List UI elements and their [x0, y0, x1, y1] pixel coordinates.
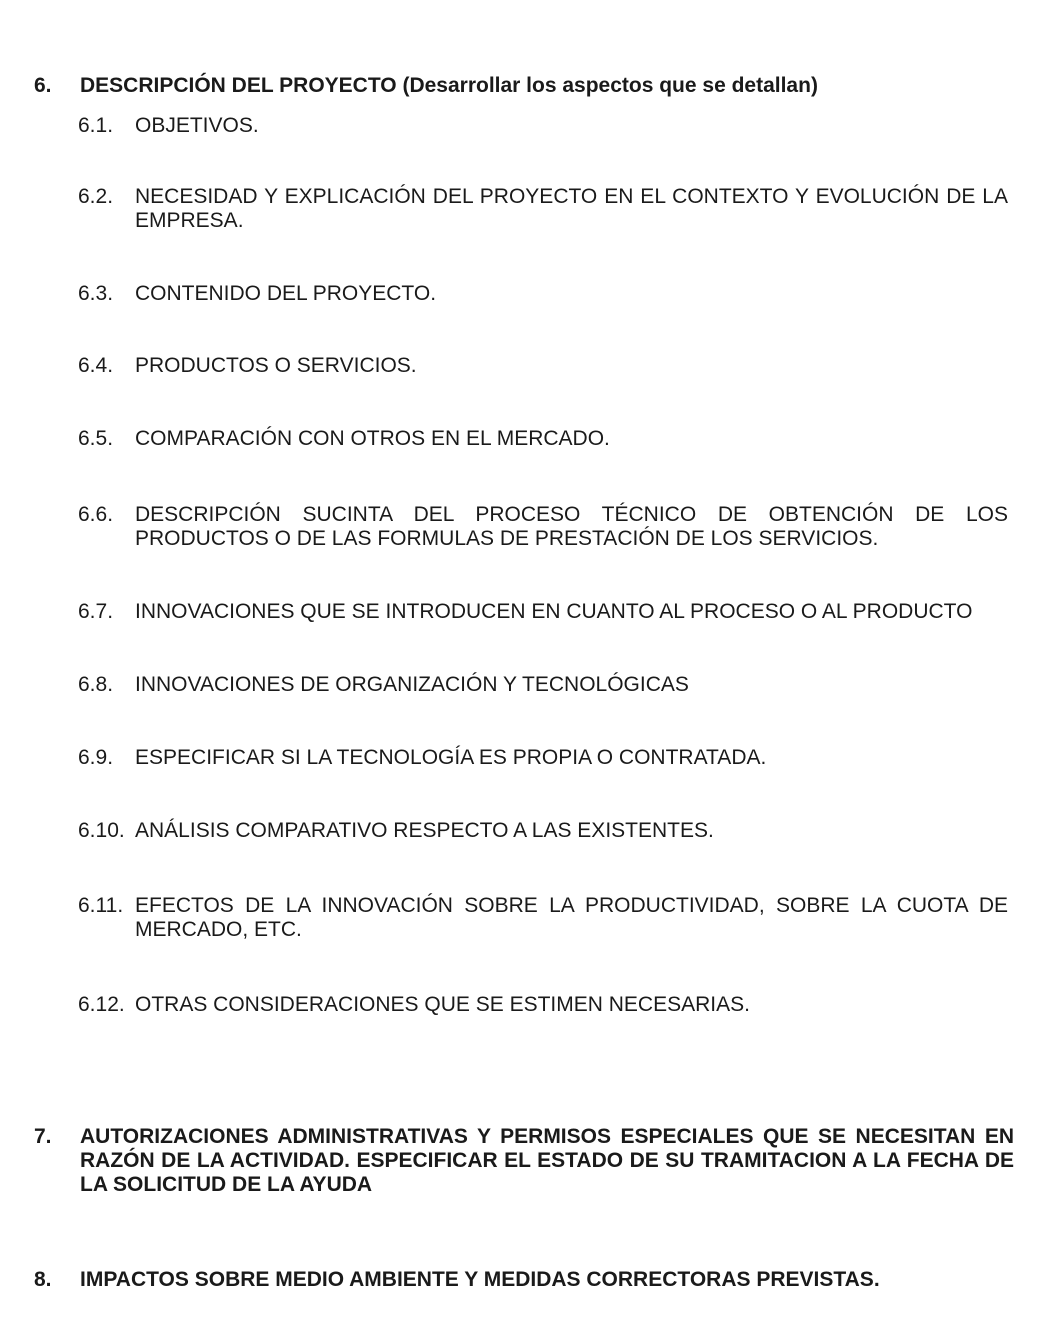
list-item-6-9	[78, 746, 1008, 770]
item-text: EFECTOS DE LA INNOVACIÓN SOBRE LA PRODUCTIVIDAD, SOBRE LA CUOTA DE MERCADO, ETC.	[135, 894, 1008, 941]
item-number: 6.11.	[78, 894, 124, 917]
section-6-title: DESCRIPCIÓN DEL PROYECTO (Desarrollar los aspectos que se detallan)	[80, 74, 818, 97]
section-7-heading	[34, 1125, 1014, 1197]
item-text: CONTENIDO DEL PROYECTO.	[135, 282, 437, 305]
list-item-6-2	[78, 185, 1008, 233]
item-text: OBJETIVOS.	[135, 114, 259, 137]
item-text: NECESIDAD Y EXPLICACIÓN DEL PROYECTO EN EL CONTEXTO Y EVOLUCIÓN DE LA EMPRESA.	[135, 185, 1008, 232]
section-8-number: 8.	[34, 1268, 52, 1291]
item-number: 6.9.	[78, 746, 114, 769]
item-number: 6.8.	[78, 673, 114, 696]
item-text: PRODUCTOS O SERVICIOS.	[135, 354, 417, 377]
item-number: 6.12.	[78, 993, 125, 1016]
item-number: 6.7.	[78, 600, 114, 623]
list-item-6-6	[78, 503, 1008, 551]
item-text: ANÁLISIS COMPARATIVO RESPECTO A LAS EXISTENTES.	[135, 819, 714, 842]
item-number: 6.5.	[78, 427, 114, 450]
section-6-heading	[34, 74, 1014, 98]
item-number: 6.2.	[78, 185, 114, 208]
item-text: DESCRIPCIÓN SUCINTA DEL PROCESO TÉCNICO DE OBTENCIÓN DE LOS PRODUCTOS O DE LAS FORMULAS DE PRESTACIÓN DE LOS SERVICIOS.	[135, 503, 1008, 550]
section-7-title: AUTORIZACIONES ADMINISTRATIVAS Y PERMISOS ESPECIALES QUE SE NECESITAN EN RAZÓN DE LA ACTIVIDAD. ESPECIFICAR EL ESTADO DE SU TRAMITACION A LA FECHA DE LA SOLICITUD DE LA AYUDA	[80, 1125, 1014, 1196]
section-6-number: 6.	[34, 74, 52, 97]
item-text: ESPECIFICAR SI LA TECNOLOGÍA ES PROPIA O CONTRATADA.	[135, 746, 767, 769]
item-number: 6.6.	[78, 503, 114, 526]
item-number: 6.4.	[78, 354, 114, 377]
list-item-6-4	[78, 354, 1008, 378]
list-item-6-7	[78, 600, 1008, 624]
list-item-6-10	[78, 819, 1008, 843]
section-8-heading	[34, 1268, 1014, 1292]
section-7-number: 7.	[34, 1125, 52, 1148]
item-number: 6.10.	[78, 819, 125, 842]
list-item-6-1	[78, 114, 1008, 138]
item-number: 6.3.	[78, 282, 114, 305]
item-text: INNOVACIONES DE ORGANIZACIÓN Y TECNOLÓGICAS	[135, 673, 689, 696]
list-item-6-11	[78, 894, 1008, 942]
list-item-6-5	[78, 427, 1008, 451]
list-item-6-3	[78, 282, 1008, 306]
item-text: OTRAS CONSIDERACIONES QUE SE ESTIMEN NECESARIAS.	[135, 993, 750, 1016]
item-text: INNOVACIONES QUE SE INTRODUCEN EN CUANTO AL PROCESO O AL PRODUCTO	[135, 600, 973, 623]
item-number: 6.1.	[78, 114, 114, 137]
list-item-6-8	[78, 673, 1008, 697]
item-text: COMPARACIÓN CON OTROS EN EL MERCADO.	[135, 427, 610, 450]
section-8-title: IMPACTOS SOBRE MEDIO AMBIENTE Y MEDIDAS CORRECTORAS PREVISTAS.	[80, 1268, 880, 1291]
list-item-6-12	[78, 993, 1008, 1017]
